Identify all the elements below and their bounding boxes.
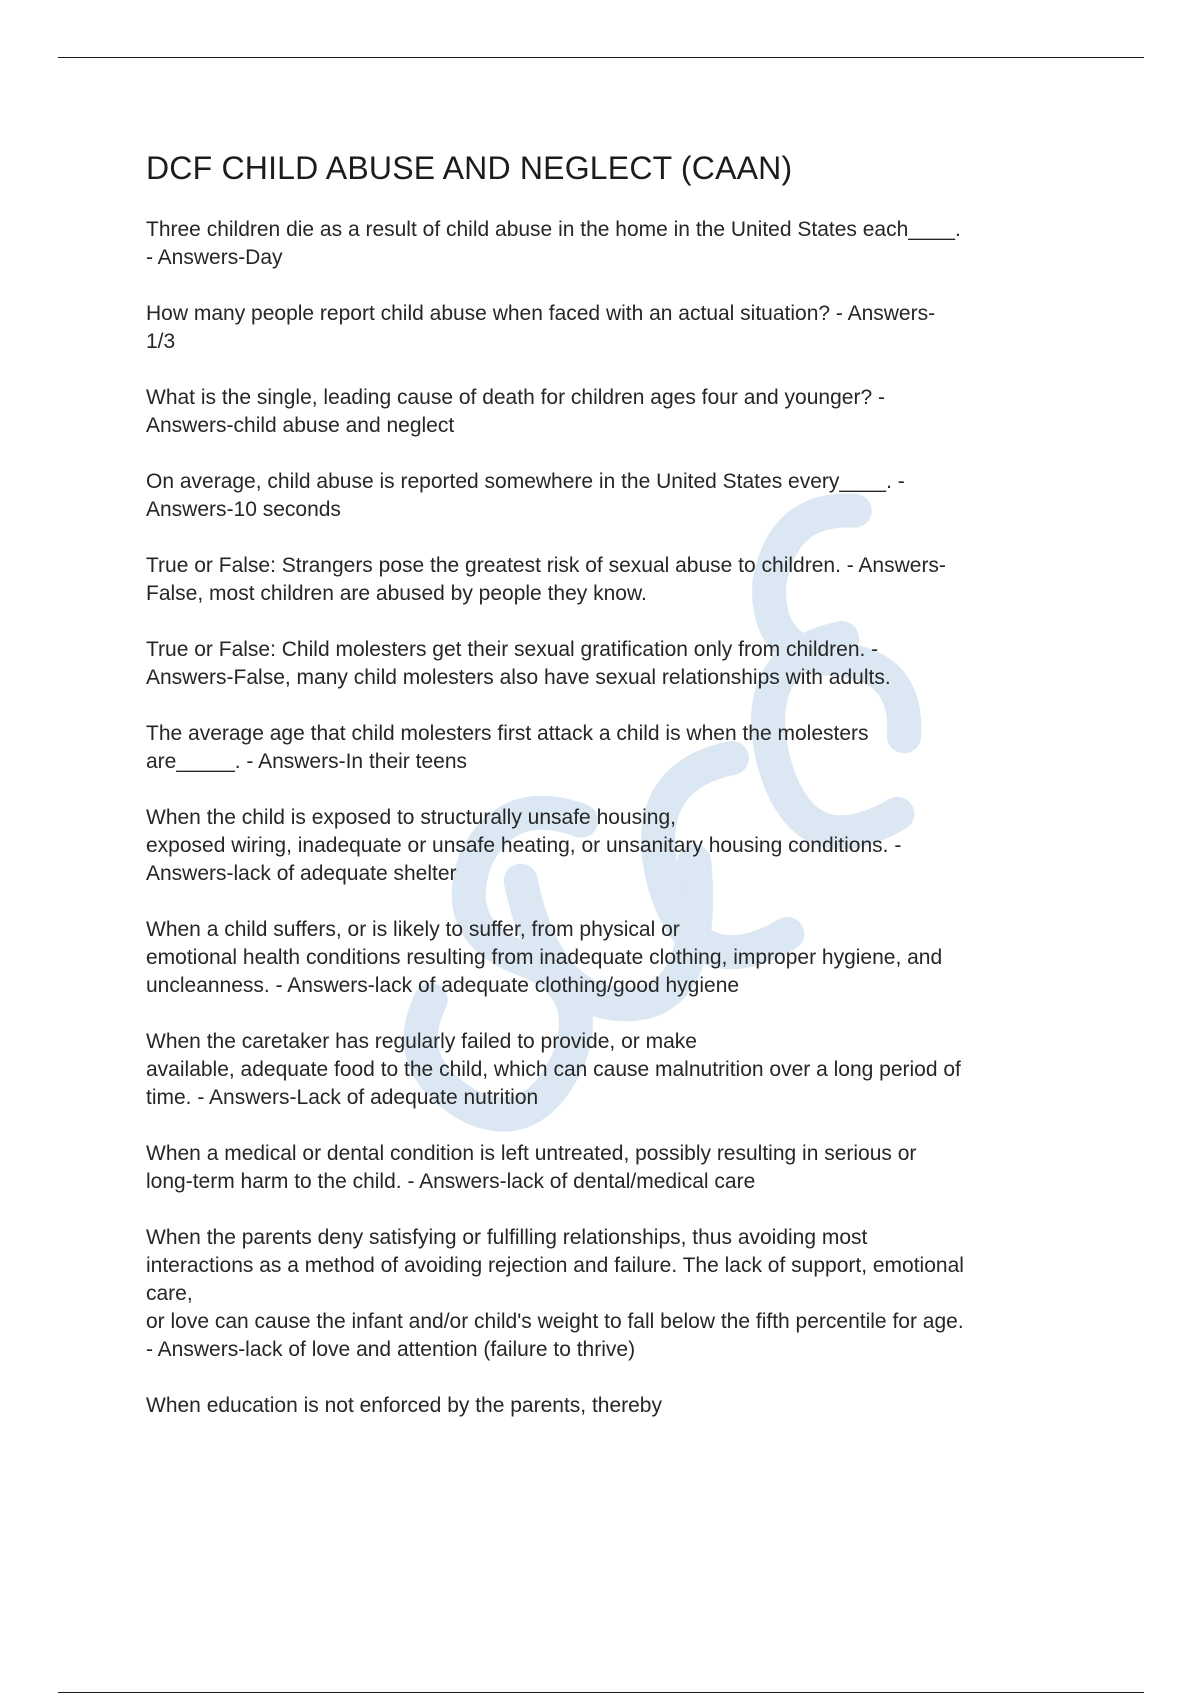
qa-item [146,636,1096,692]
qa-line: care, [146,1282,193,1305]
qa-item [146,916,1096,1000]
qa-line: When the caretaker has regularly failed to provide, or make [146,1030,697,1053]
qa-line: Three children die as a result of child abuse in the home in the United States each____. [146,218,961,241]
qa-line: The average age that child molesters first attack a child is when the molesters [146,722,869,745]
qa-item [146,384,1096,440]
document-body [146,148,1096,1448]
qa-item [146,552,1096,608]
qa-item [146,1224,1096,1364]
qa-line: emotional health conditions resulting from inadequate clothing, improper hygiene, and [146,946,943,969]
qa-line: are_____. - Answers-In their teens [146,750,468,773]
qa-line: True or False: Strangers pose the greatest risk of sexual abuse to children. - Answers- [146,554,946,577]
qa-line: or love can cause the infant and/or child's weight to fall below the fifth percentile for age. [146,1310,964,1333]
page-top-rule [58,57,1144,58]
document-title: DCF CHILD ABUSE AND NEGLECT (CAAN) [146,150,793,186]
qa-line: When a medical or dental condition is left untreated, possibly resulting in serious or [146,1142,917,1165]
qa-line: available, adequate food to the child, which can cause malnutrition over a long period of [146,1058,961,1081]
qa-item [146,216,1096,272]
qa-line: exposed wiring, inadequate or unsafe heating, or unsanitary housing conditions. - [146,834,902,857]
qa-line: Answers-lack of adequate shelter [146,862,457,885]
qa-line: - Answers-Day [146,246,283,269]
qa-line: Answers-10 seconds [146,498,341,521]
qa-line: When the child is exposed to structurally unsafe housing, [146,806,676,829]
qa-line: 1/3 [146,330,176,353]
qa-line: uncleanness. - Answers-lack of adequate clothing/good hygiene [146,974,740,997]
qa-line: What is the single, leading cause of death for children ages four and younger? - [146,386,885,409]
qa-line: long-term harm to the child. - Answers-lack of dental/medical care [146,1170,756,1193]
qa-line: - Answers-lack of love and attention (failure to thrive) [146,1338,636,1361]
qa-line: When a child suffers, or is likely to suffer, from physical or [146,918,680,941]
qa-item [146,468,1096,524]
qa-line: Answers-child abuse and neglect [146,414,455,437]
qa-line: time. - Answers-Lack of adequate nutrition [146,1086,539,1109]
qa-item [146,300,1096,356]
qa-line: Answers-False, many child molesters also have sexual relationships with adults. [146,666,891,689]
qa-line: On average, child abuse is reported somewhere in the United States every____. - [146,470,905,493]
qa-line: When education is not enforced by the parents, thereby [146,1394,662,1417]
qa-item [146,1140,1096,1196]
qa-item [146,804,1096,888]
page-bottom-rule [58,1692,1144,1693]
qa-line: How many people report child abuse when faced with an actual situation? - Answers- [146,302,936,325]
qa-item [146,1028,1096,1112]
qa-line: True or False: Child molesters get their sexual gratification only from children. - [146,638,879,661]
qa-line: interactions as a method of avoiding rejection and failure. The lack of support, emotional [146,1254,964,1277]
qa-item [146,1392,1096,1420]
qa-line: When the parents deny satisfying or fulfilling relationships, thus avoiding most [146,1226,868,1249]
qa-list [146,216,1096,1420]
qa-line: False, most children are abused by people they know. [146,582,647,605]
qa-item [146,720,1096,776]
